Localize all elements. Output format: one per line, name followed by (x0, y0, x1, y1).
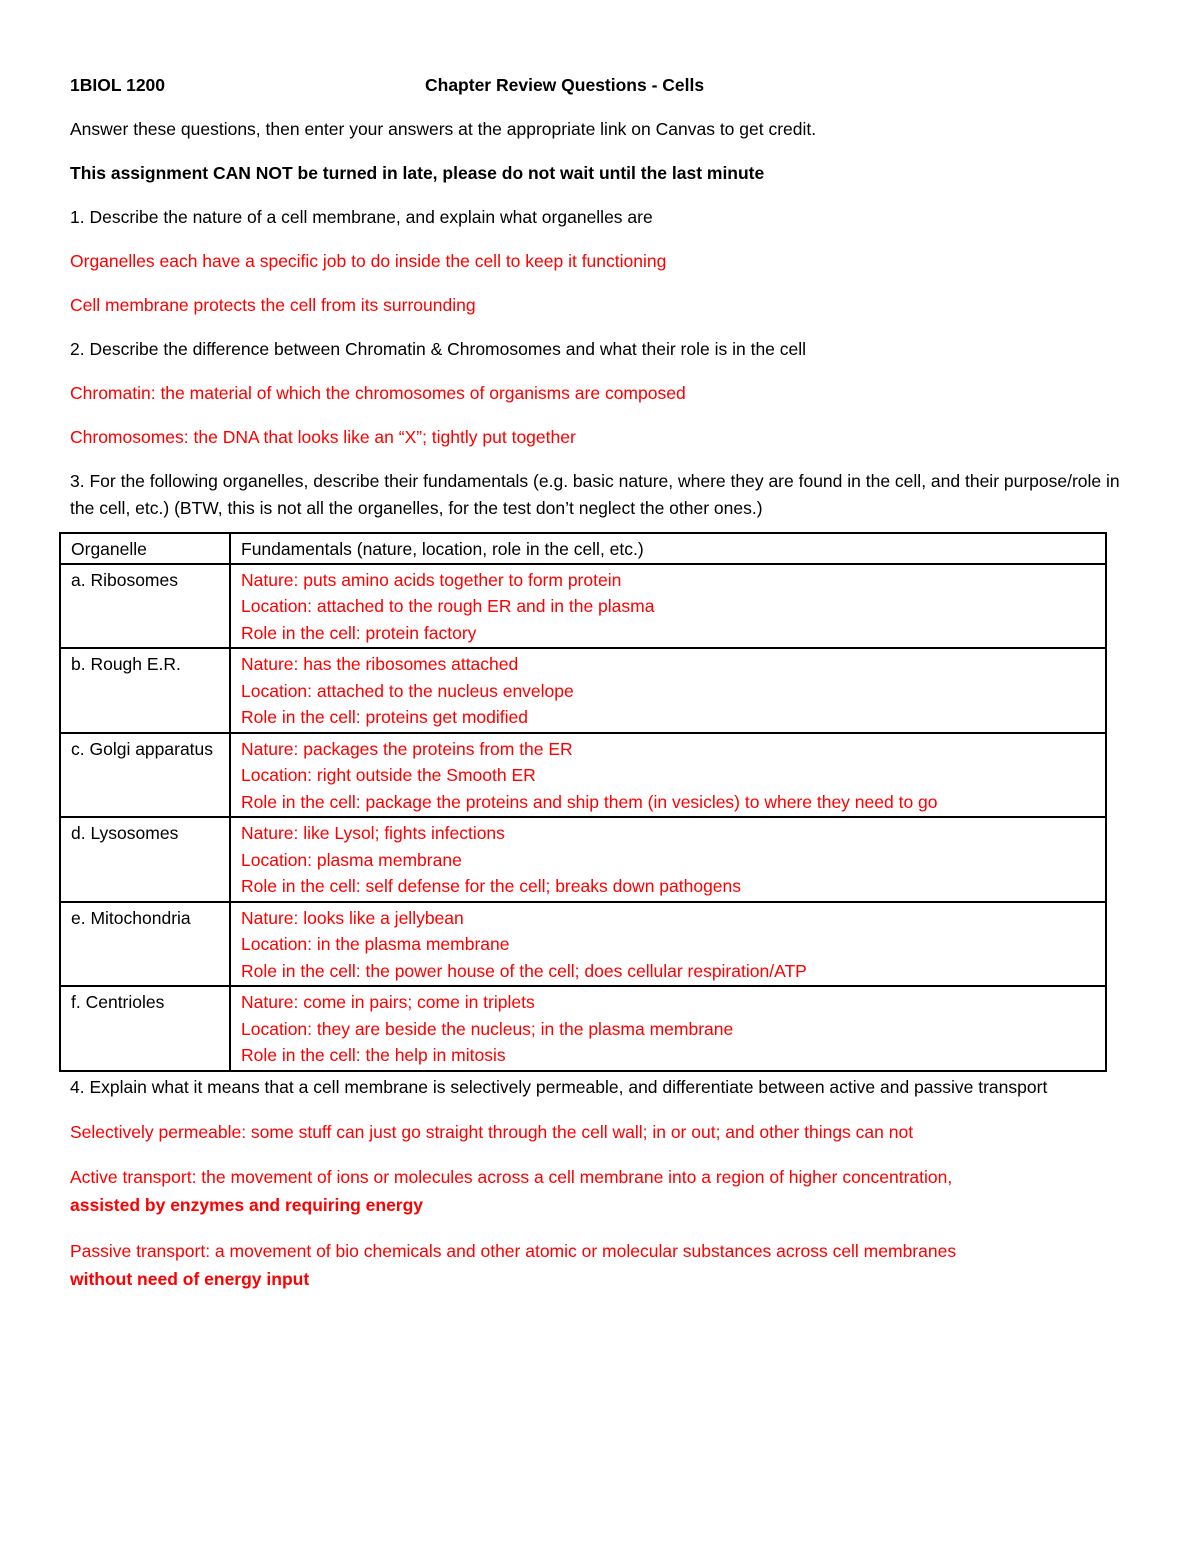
question-3-number: 3. (70, 471, 85, 491)
question-1-number: 1. (70, 207, 85, 227)
organelle-location: Location: attached to the rough ER and in the plasma (241, 596, 655, 616)
organelle-table (59, 532, 1107, 1072)
document-page (70, 72, 1130, 1311)
organelle-role: Role in the cell: the help in mitosis (241, 1045, 506, 1065)
organelle-role: Role in the cell: the power house of the cell; does cellular respiration/ATP (241, 960, 807, 981)
organelle-role: Role in the cell: proteins get modified (241, 707, 528, 727)
organelle-nature: Nature: packages the proteins from the ER (241, 738, 573, 759)
organelle-nature: Nature: like Lysol; fights infections (241, 823, 505, 843)
answer-4-passive-bold: without need of energy input (70, 1268, 310, 1289)
table-row (60, 902, 1106, 987)
question-1-text: Describe the nature of a cell membrane, and explain what organelles are (84, 207, 653, 227)
table-row (60, 564, 1106, 649)
organelle-nature: Nature: come in pairs; come in triplets (241, 992, 535, 1012)
question-2-text: Describe the difference between Chromatin & Chromosomes and what their role is in the cell (84, 339, 807, 359)
organelle-role: Role in the cell: protein factory (241, 622, 477, 643)
answer-1-organelles: Organelles each have a specific job to do inside the cell to keep it functioning (70, 251, 667, 271)
question-4-number: 4. (70, 1076, 85, 1097)
organelle-name: a. Ribosomes (60, 564, 230, 649)
table-header-row (60, 533, 1106, 564)
table-row (60, 817, 1106, 902)
organelle-name: e. Mitochondria (60, 902, 230, 987)
answer-4-active-text: Active transport: the movement of ions or molecules across a cell membrane into a region of higher concentration, (70, 1166, 953, 1187)
organelle-name: b. Rough E.R. (60, 648, 230, 733)
table-row (60, 648, 1106, 733)
organelle-fundamentals (230, 986, 1106, 1071)
document-title: Chapter Review Questions - Cells (425, 75, 705, 95)
table-row (60, 986, 1106, 1071)
organelle-role: Role in the cell: package the proteins and ship them (in vesicles) to where they need to go (241, 791, 938, 812)
organelle-name: c. Golgi apparatus (60, 733, 230, 818)
organelle-location: Location: in the plasma membrane (241, 934, 510, 954)
organelle-name: d. Lysosomes (60, 817, 230, 902)
table-row (60, 733, 1106, 818)
answer-4-passive (70, 1237, 1130, 1293)
question-4 (70, 1074, 1130, 1101)
organelle-location: Location: attached to the nucleus envelope (241, 680, 574, 701)
document-header (70, 72, 1130, 100)
answer-4-passive-text: Passive transport: a movement of bio chemicals and other atomic or molecular substances across cell membranes (70, 1240, 957, 1261)
question-3 (70, 468, 1130, 522)
answer-2-chromatin: Chromatin: the material of which the chromosomes of organisms are composed (70, 383, 686, 403)
answer-4-selective: Selectively permeable: some stuff can just go straight through the cell wall; in or out; and other things can not (70, 1121, 914, 1142)
organelle-fundamentals (230, 648, 1106, 733)
answer-4-active-bold: assisted by enzymes and requiring energy (70, 1194, 424, 1215)
organelle-fundamentals (230, 817, 1106, 902)
organelle-fundamentals (230, 733, 1106, 818)
organelle-name: f. Centrioles (60, 986, 230, 1071)
organelle-nature: Nature: has the ribosomes attached (241, 654, 519, 674)
answer-1-membrane: Cell membrane protects the cell from its surrounding (70, 295, 476, 315)
organelle-nature: Nature: puts amino acids together to form protein (241, 569, 622, 590)
organelle-location: Location: right outside the Smooth ER (241, 765, 536, 785)
organelle-location: Location: plasma membrane (241, 849, 462, 870)
organelle-location: Location: they are beside the nucleus; in the plasma membrane (241, 1018, 734, 1039)
course-code: 1BIOL 1200 (70, 75, 166, 95)
question-4-text: Explain what it means that a cell membrane is selectively permeable, and differentiate between active and passive transport (84, 1076, 1048, 1097)
organelle-nature: Nature: looks like a jellybean (241, 907, 464, 928)
late-warning: This assignment CAN NOT be turned in late, please do not wait until the last minute (70, 163, 765, 183)
question-2-number: 2. (70, 339, 85, 359)
table-header-fundamentals: Fundamentals (nature, location, role in the cell, etc.) (230, 533, 1106, 564)
organelle-fundamentals (230, 564, 1106, 649)
question-2 (70, 336, 1130, 362)
intro-text: Answer these questions, then enter your answers at the appropriate link on Canvas to get credit. (70, 119, 817, 139)
question-1 (70, 204, 1130, 230)
table-header-organelle: Organelle (60, 533, 230, 564)
question-3-text: For the following organelles, describe their fundamentals (e.g. basic nature, where they are found in the cell, and their purpose/role in the cell, etc.) (BTW, this is not all the organelles, for the test don’t neglect the other ones.) (70, 471, 1120, 518)
answer-2-chromosomes: Chromosomes: the DNA that looks like an “X”; tightly put together (70, 427, 576, 447)
organelle-role: Role in the cell: self defense for the cell; breaks down pathogens (241, 876, 742, 896)
organelle-fundamentals (230, 902, 1106, 987)
answer-4-active (70, 1163, 1130, 1219)
